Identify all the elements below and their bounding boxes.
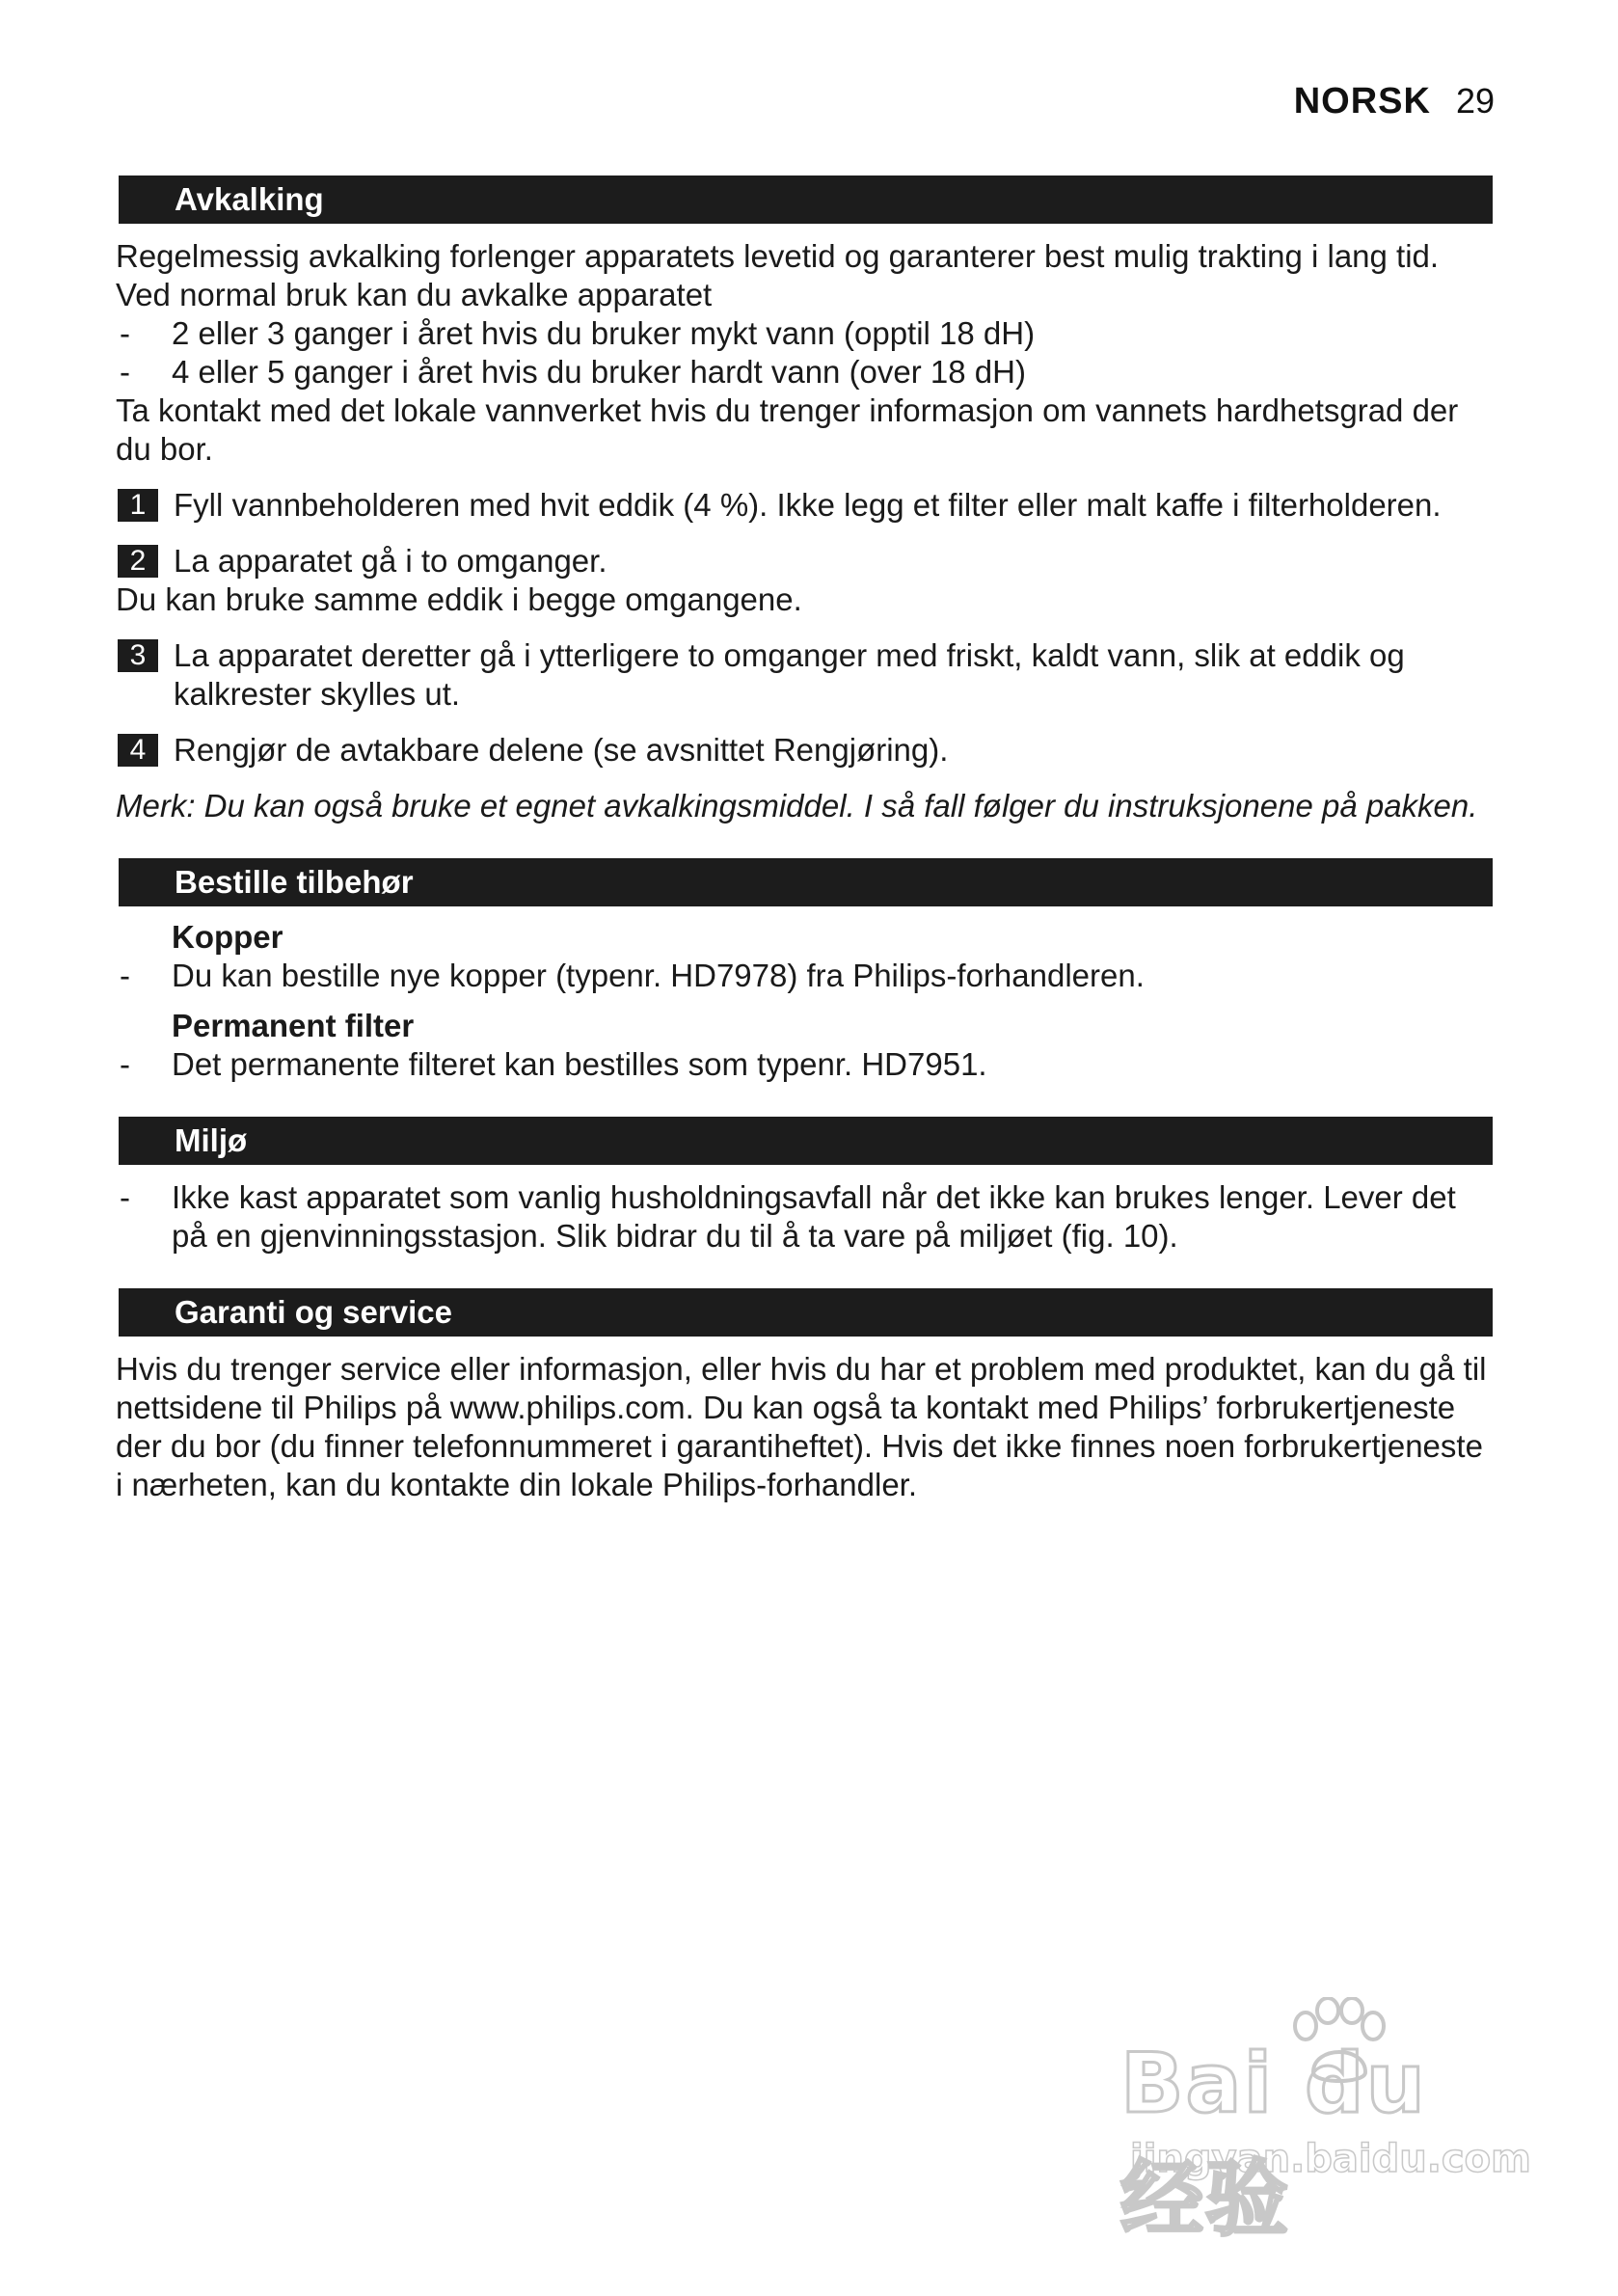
step-text: La apparatet deretter gå i ytterligere to omganger med friskt, kaldt vann, slik at eddik og kalkrester skylles ut. xyxy=(174,637,1405,712)
paragraph-normal-use: Ved normal bruk kan du avkalke apparatet xyxy=(116,277,713,312)
page-header xyxy=(1294,81,1495,122)
language-label: NORSK xyxy=(1293,81,1431,122)
watermark-brand: Bai du 经验 xyxy=(1120,2036,1427,2248)
paragraph-intro: Regelmessig avkalking forlenger apparatets levetid og garanterer best mulig trakting i lang tid. xyxy=(116,238,1440,274)
step-number-badge: 1 xyxy=(118,489,158,522)
step-1 xyxy=(116,486,1493,525)
step-text: Fyll vannbeholderen med hvit eddik (4 %). Ikke legg et filter eller malt kaffe i filterholderen. xyxy=(174,487,1442,523)
list-item: - Ikke kast apparatet som vanlig husholdningsavfall når det ikke kan brukes lenger. Lever det på en gjenvinningsstasjon. Slik bidrar du til å ta vare på miljøet (fig. 10). xyxy=(120,1179,1456,1254)
hardness-list xyxy=(116,314,1493,392)
paragraph-garanti: Hvis du trenger service eller informasjon, eller hvis du har et problem med produktet, kan du gå til nettsidene til Philips på www.philips.com. Du kan også ta kontakt med Philips’ forbrukertjeneste der du bor (du finner telefonnummeret i garantiheftet). Hvis det ikke finnes noen forbrukertjeneste i nærheten, kan du kontakte din lokale Philips-forhandler. xyxy=(116,1351,1487,1502)
list-item: - 4 eller 5 ganger i året hvis du bruker hardt vann (over 18 dH) xyxy=(120,354,1026,390)
paragraph-contact: Ta kontakt med det lokale vannverket hvis du trenger informasjon om vannets hardhetsgrad der du bor. xyxy=(116,392,1459,467)
section-header-garanti: Garanti og service xyxy=(119,1288,1493,1337)
section-header-avkalking: Avkalking xyxy=(119,176,1493,224)
step-4 xyxy=(116,731,1493,770)
list-item: - Det permanente filteret kan bestilles som typenr. HD7951. xyxy=(120,1046,987,1082)
watermark-url: jingyan.baidu.com xyxy=(1130,2137,1531,2181)
list-item: - 2 eller 3 ganger i året hvis du bruker mykt vann (opptil 18 dH) xyxy=(120,315,1036,351)
step-number-badge: 4 xyxy=(118,734,158,767)
section-header-bestille: Bestille tilbehør xyxy=(119,858,1493,906)
page-number: 29 xyxy=(1455,81,1495,121)
baidu-watermark xyxy=(1120,1997,1531,2248)
step-number-badge: 2 xyxy=(118,545,158,578)
subheading-kopper: Kopper xyxy=(172,919,283,955)
kopper-list xyxy=(116,957,1493,995)
list-item: - Du kan bestille nye kopper (typenr. HD7978) fra Philips-forhandleren. xyxy=(120,958,1145,993)
filter-list xyxy=(116,1045,1493,1084)
step-3 xyxy=(116,636,1493,714)
document-body xyxy=(116,176,1493,1504)
section-header-miljo: Miljø xyxy=(119,1117,1493,1165)
step-2 xyxy=(116,542,1493,581)
step-2-note: Du kan bruke samme eddik i begge omgangene. xyxy=(116,581,802,617)
miljo-list xyxy=(116,1178,1493,1256)
step-text: La apparatet gå i to omganger. xyxy=(174,543,607,579)
step-text: Rengjør de avtakbare delene (se avsnittet Rengjøring). xyxy=(174,732,949,768)
step-number-badge: 3 xyxy=(118,639,158,672)
subheading-permanent-filter: Permanent filter xyxy=(172,1008,415,1043)
note-descaler: Merk: Du kan også bruke et egnet avkalkingsmiddel. I så fall følger du instruksjonene på pakken. xyxy=(116,788,1478,824)
